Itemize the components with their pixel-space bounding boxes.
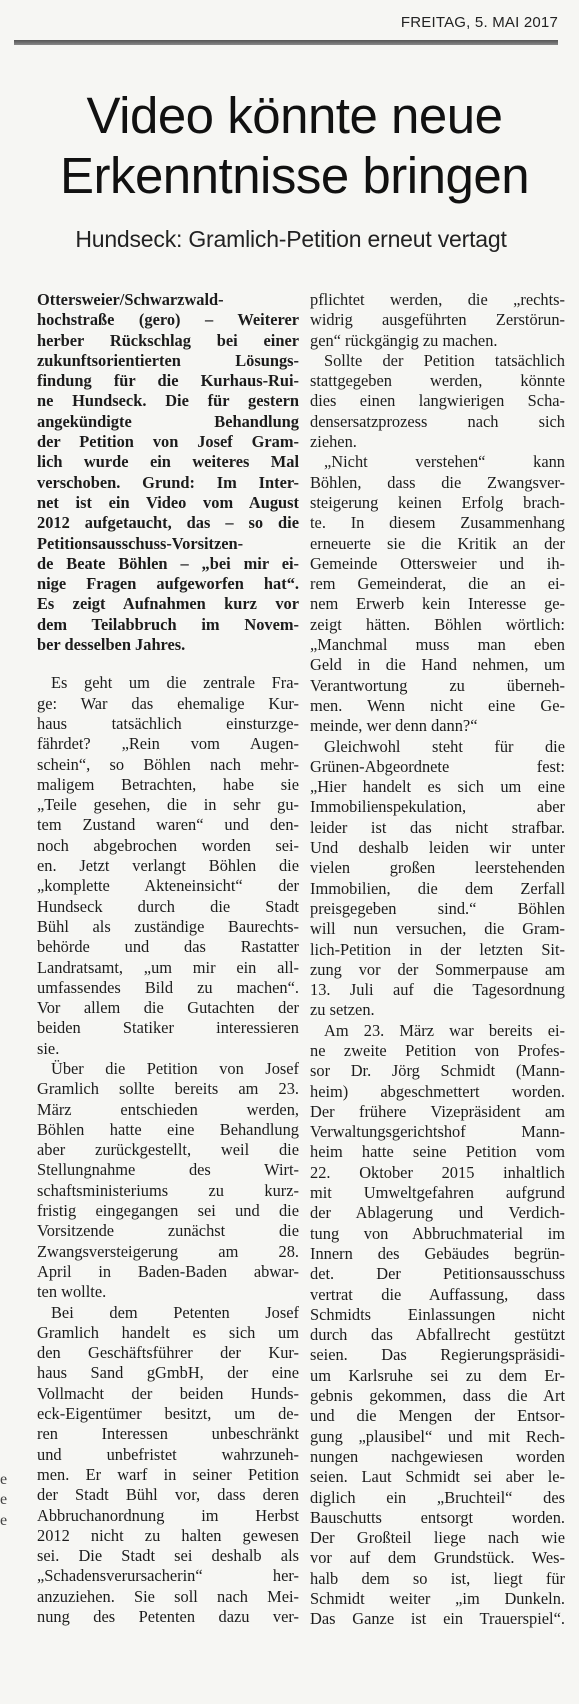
text-line: Bauschutts entsorgt worden. (310, 1507, 565, 1527)
text-line: ne zweite Petition von Profes- (310, 1040, 565, 1060)
text-line: 2012 nicht zu halten gewesen (37, 1525, 299, 1545)
margin-mark: e (0, 1471, 8, 1488)
text-line: vertrat die Auffassung, dass (310, 1284, 565, 1304)
text-line: 13. Juli auf die Tagesordnung (310, 980, 565, 1000)
text-line: behörde und das Rastatter (37, 937, 299, 957)
text-line: widrig ausgeführten Zerstörun- (310, 310, 565, 330)
text-line: der Ablagerung und Verdich- (310, 1203, 565, 1223)
text-line: gung „plausibel“ und mit Rech- (310, 1426, 565, 1446)
text-line: „Teile gesehen, die in sehr gu- (37, 795, 299, 815)
text-line: „Nicht verstehen“ kann (324, 452, 565, 472)
text-line: rem Gemeinderat, die an ei- (310, 574, 565, 594)
text-line: de Beate Böhlen – „bei mir ei- (37, 553, 299, 573)
headline-line: Erkenntnisse bringen (59, 147, 530, 204)
text-line: Grünen-Abgeordnete fest: (310, 756, 565, 776)
text-line: umfassendes Bild zu machen“. (37, 977, 299, 997)
text-line: en. Jetzt verlangt Böhlen die (37, 856, 299, 876)
text-line: Vollmacht der beiden Hunds- (37, 1383, 299, 1403)
text-line: schein“, so Böhlen nach mehr- (37, 754, 299, 774)
text-line: nungen nachgewiesen worden (310, 1446, 565, 1466)
text-line: Der frühere Vizepräsident am (310, 1101, 565, 1121)
text-line: Über die Petition von Josef (51, 1058, 299, 1078)
text-line: zukunftsorientierten Lösungs- (37, 350, 299, 370)
text-line: schaftsministeriums zu kurz- (37, 1180, 299, 1200)
text-line: Zwangsversteigerung am 28. (37, 1241, 299, 1261)
text-line: herber Rückschlag bei einer (37, 330, 299, 350)
text-line: tem Zustand waren“ und den- (37, 815, 299, 835)
text-line: 2012 aufgetaucht, das – so die (37, 513, 299, 533)
text-line: halb dem so ist, liegt für (310, 1568, 565, 1588)
text-line: heim hatte seine Petition vom (310, 1142, 565, 1162)
text-line: erneuerte sie die Kritik an der (310, 533, 565, 553)
text-line: und die Mengen der Entsor- (310, 1406, 565, 1426)
margin-mark: e (0, 1491, 8, 1509)
text-line: Schmidts Einlassungen nicht (310, 1304, 565, 1324)
text-line: leider ist das nicht strafbar. (310, 817, 565, 837)
text-line: Sollte der Petition tatsächlich (324, 350, 565, 370)
article-body-left (37, 673, 299, 1627)
text-line: Böhlen, dass die Zwangsver- (310, 472, 565, 492)
text-line: angekündigte Behandlung (37, 411, 299, 431)
text-line: men. Wenn nicht eine Ge- (310, 695, 565, 715)
text-line: pflichtet werden, die „rechts- (310, 290, 565, 309)
text-line: Gemeinde Ottersweier und ih- (310, 553, 565, 573)
text-line: um Karlsruhe sei zu dem Er- (310, 1365, 565, 1385)
text-line: Es geht um die zentrale Fra- (51, 673, 299, 693)
text-line: beiden Statiker interessieren (37, 1018, 299, 1038)
text-line: Vor allem die Gutachten der (37, 998, 299, 1018)
text-line: den Geschäftsführer der Kur- (37, 1343, 299, 1363)
text-line: aber zurückgestellt, weil die (37, 1140, 299, 1160)
text-line: te. In diesem Zusammenhang (310, 513, 565, 533)
text-line: Vorsitzende zunächst die (37, 1221, 299, 1241)
text-line: Böhlen hatte eine Behandlung (37, 1119, 299, 1139)
headline (30, 86, 559, 206)
text-line: Schmidt weiter „im Dunkeln. (310, 1589, 565, 1608)
text-line: dem Teilabbruch im Novem- (37, 614, 299, 634)
text-line: eck-Eigentümer besitzt, um de- (37, 1404, 299, 1424)
text-line: Bei dem Petenten Josef (51, 1302, 299, 1322)
text-line: zu setzen. (310, 1000, 375, 1020)
paragraph-gap (37, 655, 299, 673)
text-line: und unbefristet wahrzuneh- (37, 1444, 299, 1464)
text-line: März entschieden werden, (37, 1099, 299, 1119)
text-line: haus tatsächlich einsturzge- (37, 713, 299, 733)
text-line: Es zeigt Aufnahmen kurz vor (37, 594, 299, 614)
headline-line: Video könnte neue (86, 87, 503, 144)
margin-marks (0, 1470, 7, 1531)
text-line: nem Erwerb kein Interesse ge- (310, 594, 565, 614)
text-line: seien. Das Regierungspräsidi- (310, 1345, 565, 1365)
text-line: vielen großen leerstehenden (310, 858, 565, 878)
text-line: „Hier handelt es sich um eine (310, 777, 565, 797)
article-column-right (310, 290, 565, 1630)
text-line: zung vor der Sommerpause am (310, 959, 565, 979)
text-line: gen“ rückgängig zu machen. (310, 330, 498, 350)
text-line: Der Großteil liege nach wie (310, 1528, 565, 1548)
text-line: Verantwortung zu überneh- (310, 675, 565, 695)
text-line: Geld in die Hand nehmen, um (310, 655, 565, 675)
text-line: preisgegeben sind.“ Böhlen (310, 898, 565, 918)
text-line: stattgegeben werden, könnte (310, 371, 565, 391)
text-line: diglich ein „Bruchteil“ des (310, 1487, 565, 1507)
text-line: will nun versuchen, die Gram- (310, 919, 565, 939)
header-rule (14, 40, 558, 45)
text-line: sie. (37, 1038, 60, 1058)
text-line: seien. Laut Schmidt sei aber le- (310, 1467, 565, 1487)
text-line: nige Fragen aufgeworfen hat“. (37, 574, 299, 594)
text-line: net ist ein Video vom August (37, 492, 299, 512)
text-line: det. Der Petitionsausschuss (310, 1264, 565, 1284)
text-line: Immobilien, die dem Zerfall (310, 878, 565, 898)
text-line: men. Er warf in seiner Petition (37, 1464, 299, 1484)
text-line: ber desselben Jahres. (37, 635, 186, 655)
text-line: fristig eingegangen sei und die (37, 1201, 299, 1221)
text-line: Innern des Gebäudes begrün- (310, 1243, 565, 1263)
article-column-left (37, 290, 299, 1627)
text-line: dies einen langwierigen Scha- (310, 391, 565, 411)
text-line: Abbruchanordnung im Herbst (37, 1505, 299, 1525)
text-line: meinde, wer denn dann?“ (310, 716, 478, 736)
text-line: nung des Petenten dazu ver- (37, 1607, 299, 1626)
text-line: ziehen. (310, 432, 357, 452)
text-line: steigerung keinen Erfolg brach- (310, 492, 565, 512)
text-line: 22. Oktober 2015 inhaltlich (310, 1162, 565, 1182)
text-line: vor auf dem Grundstück. Wes- (310, 1548, 565, 1568)
text-line: densersatzprozess nach sich (310, 411, 565, 431)
text-line: verschoben. Grund: Im Inter- (37, 472, 299, 492)
text-line: sor Dr. Jörg Schmidt (Mann- (310, 1061, 565, 1081)
text-line: anzuziehen. Sie soll nach Mei- (37, 1586, 299, 1606)
text-line: Bühl als zuständige Baurechts- (37, 916, 299, 936)
text-line: gebnis gekommen, dass die Art (310, 1386, 565, 1406)
text-line: lich wurde ein weiteres Mal (37, 452, 299, 472)
text-line: „Schadensverursacherin“ her- (37, 1566, 299, 1586)
text-line: „Manchmal muss man eben (310, 635, 565, 655)
text-line: Am 23. März war bereits ei- (324, 1020, 565, 1040)
text-line: lich-Petition in der letzten Sit- (310, 939, 565, 959)
text-line: findung für die Kurhaus-Rui- (37, 371, 299, 391)
text-line: hochstraße (gero) – Weiterer (37, 310, 299, 330)
text-line: mit Umweltgefahren aufgrund (310, 1183, 565, 1203)
text-line: Ottersweier/Schwarzwald- (37, 290, 224, 309)
text-line: April in Baden-Baden abwar- (37, 1261, 299, 1281)
text-line: heim) abgeschmettert worden. (310, 1081, 565, 1101)
text-line: Verwaltungsgerichtshof Mann- (310, 1122, 565, 1142)
text-line: ge: War das ehemalige Kur- (37, 693, 299, 713)
text-line: tung von Abbruchmaterial im (310, 1223, 565, 1243)
text-line: Und deshalb leiden wir unter (310, 838, 565, 858)
margin-mark: e (0, 1511, 8, 1529)
text-line: zeigt hätten. Böhlen wörtlich: (310, 614, 565, 634)
text-line: Landratsamt, „um mir ein all- (37, 957, 299, 977)
subheadline: Hundseck: Gramlich-Petition erneut vertagt (75, 226, 507, 252)
dateline: FREITAG, 5. MAI 2017 (400, 14, 558, 31)
text-line: Petitionsausschuss-Vorsitzen- (37, 533, 244, 553)
text-line: ren Interessen unbeschränkt (37, 1424, 299, 1444)
text-line: Gramlich handelt es sich um (37, 1322, 299, 1342)
text-line: fährdet? „Rein vom Augen- (37, 734, 299, 754)
text-line: sei. Die Stadt sei deshalb als (37, 1546, 299, 1566)
text-line: Gleichwohl steht für die (324, 736, 565, 756)
text-line: ten wollte. (37, 1282, 107, 1302)
text-line: Stellungnahme des Wirt- (37, 1160, 299, 1180)
text-line: haus Sand gGmbH, der eine (37, 1363, 299, 1383)
text-line: Das Ganze ist ein Trauerspiel“. (310, 1609, 565, 1629)
text-line: „komplette Akteneinsicht“ der (37, 876, 299, 896)
text-line: Immobilienspekulation, aber (310, 797, 565, 817)
text-line: noch abgebrochen worden sei- (37, 835, 299, 855)
text-line: der Stadt Bühl vor, dass deren (37, 1485, 299, 1505)
text-line: Hundseck durch die Stadt (37, 896, 299, 916)
article-lead (37, 290, 299, 655)
text-line: der Petition von Josef Gram- (37, 432, 299, 452)
text-line: Gramlich sollte bereits am 23. (37, 1079, 299, 1099)
text-line: durch das Abfallrecht gestützt (310, 1325, 565, 1345)
text-line: maligem Betrachten, habe sie (37, 774, 299, 794)
text-line: ne Hundseck. Die für gestern (37, 391, 299, 411)
